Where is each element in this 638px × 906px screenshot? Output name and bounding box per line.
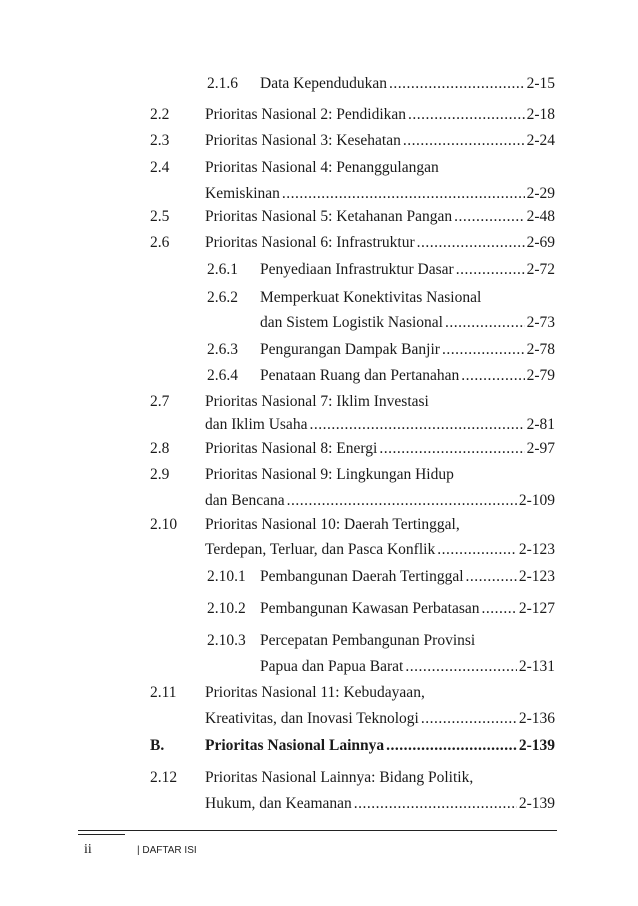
toc-entry-title: Prioritas Nasional 11: Kebudayaan, xyxy=(205,684,425,701)
toc-entry-number: 2.6.4 xyxy=(207,367,238,384)
toc-entry-title: Prioritas Nasional 3: Kesehatan xyxy=(205,132,401,149)
toc-entry-title: Penyediaan Infrastruktur Dasar xyxy=(260,261,454,278)
toc-dot-leader xyxy=(482,598,517,620)
toc-dot-leader xyxy=(386,735,517,757)
toc-entry-line[interactable] xyxy=(205,130,555,152)
toc-entry-number: 2.9 xyxy=(150,466,170,483)
toc-entry-title: Memperkuat Konektivitas Nasional xyxy=(260,289,482,306)
toc-entry-line[interactable] xyxy=(205,708,555,730)
toc-dot-leader xyxy=(466,566,517,588)
toc-entry-line[interactable] xyxy=(260,339,555,361)
toc-dot-leader xyxy=(403,130,525,152)
toc-page-number: 2-139 xyxy=(518,737,555,754)
toc-entry-title: dan Bencana xyxy=(205,492,285,509)
toc-dot-leader xyxy=(354,793,517,815)
toc-entry-line[interactable] xyxy=(205,514,460,536)
toc-entry-number: 2.7 xyxy=(150,393,170,410)
footer-rule-short xyxy=(78,834,125,835)
toc-dot-leader xyxy=(389,73,525,95)
toc-entry-line[interactable] xyxy=(205,414,555,436)
toc-page-number: 2-15 xyxy=(526,75,555,92)
toc-entry-line[interactable] xyxy=(205,793,555,815)
toc-dot-leader xyxy=(445,312,525,334)
toc-entry-number: 2.6.3 xyxy=(207,341,238,358)
toc-page-number: 2-97 xyxy=(526,440,555,457)
toc-entry-line[interactable] xyxy=(260,287,481,309)
toc-entry-title: Pengurangan Dampak Banjir xyxy=(260,341,440,358)
toc-dot-leader xyxy=(287,490,517,512)
toc-page-number: 2-48 xyxy=(526,208,555,225)
toc-entry-line[interactable] xyxy=(260,365,555,387)
toc-page-number: 2-81 xyxy=(526,416,555,433)
toc-entry-title: Terdepan, Terluar, dan Pasca Konflik xyxy=(205,541,436,558)
toc-dot-leader xyxy=(408,104,525,126)
toc-entry-number: 2.6.2 xyxy=(207,289,238,306)
toc-entry-title: Kemiskinan xyxy=(205,185,280,202)
toc-dot-leader xyxy=(456,259,525,281)
toc-page-number: 2-123 xyxy=(518,541,555,558)
toc-page-number: 2-123 xyxy=(518,568,555,585)
toc-entry-line[interactable] xyxy=(260,656,555,678)
toc-entry-line[interactable] xyxy=(205,391,429,413)
toc-entry-line[interactable] xyxy=(205,104,555,126)
toc-entry-line[interactable] xyxy=(205,735,555,757)
footer-rule xyxy=(78,830,557,831)
toc-entry-number: 2.10.3 xyxy=(207,632,246,649)
toc-entry-line[interactable] xyxy=(260,73,555,95)
toc-entry-line[interactable] xyxy=(205,464,454,486)
toc-entry-title: Percepatan Pembangunan Provinsi xyxy=(260,632,476,649)
toc-page-number: 2-24 xyxy=(526,132,555,149)
toc-entry-title: Pembangunan Kawasan Perbatasan xyxy=(260,600,480,617)
toc-dot-leader xyxy=(405,656,516,678)
toc-dot-leader xyxy=(421,708,517,730)
toc-entry-number: 2.3 xyxy=(150,132,170,149)
toc-page-number: 2-109 xyxy=(518,492,555,509)
toc-entry-line[interactable] xyxy=(205,157,439,179)
toc-entry-title: dan Sistem Logistik Nasional xyxy=(260,314,443,331)
toc-entry-number: 2.10 xyxy=(150,516,178,533)
toc-entry-number: 2.6.1 xyxy=(207,261,238,278)
toc-entry-title: Prioritas Nasional Lainnya: Bidang Politik, xyxy=(205,769,474,786)
toc-entry-title: Penataan Ruang dan Pertanahan xyxy=(260,367,460,384)
toc-entry-number: 2.10.1 xyxy=(207,568,246,585)
toc-entry-number: 2.11 xyxy=(150,684,177,701)
toc-entry-number: 2.12 xyxy=(150,769,178,786)
toc-entry-number: 2.8 xyxy=(150,440,170,457)
toc-entry-line[interactable] xyxy=(205,183,555,205)
toc-dot-leader xyxy=(309,414,524,436)
toc-entry-line[interactable] xyxy=(260,566,555,588)
toc-dot-leader xyxy=(454,206,525,228)
toc-entry-title: Data Kependudukan xyxy=(260,75,387,92)
toc-page-number: 2-69 xyxy=(526,234,555,251)
toc-page-number: 2-79 xyxy=(526,367,555,384)
toc-entry-line[interactable] xyxy=(205,438,555,460)
toc-entry-line[interactable] xyxy=(260,259,555,281)
toc-entry-title: Hukum, dan Keamanan xyxy=(205,795,352,812)
toc-entry-title: Prioritas Nasional Lainnya xyxy=(205,737,385,754)
footer-section-label: | DAFTAR ISI xyxy=(137,845,197,856)
toc-entry-title: dan Iklim Usaha xyxy=(205,416,308,433)
toc-entry-line[interactable] xyxy=(205,490,555,512)
toc-page-number: 2-29 xyxy=(526,185,555,202)
toc-entry-line[interactable] xyxy=(205,232,555,254)
toc-entry-line[interactable] xyxy=(205,767,473,789)
toc-entry-title: Prioritas Nasional 7: Iklim Investasi xyxy=(205,393,429,410)
toc-entry-line[interactable] xyxy=(205,539,555,561)
footer-page-number: ii xyxy=(84,842,92,857)
toc-entry-number: 2.2 xyxy=(150,106,170,123)
toc-entry-title: Papua dan Papua Barat xyxy=(260,658,404,675)
toc-entry-line[interactable] xyxy=(260,598,555,620)
toc-entry-line[interactable] xyxy=(205,682,425,704)
toc-page-number: 2-18 xyxy=(526,106,555,123)
toc-page-number: 2-136 xyxy=(518,710,555,727)
toc-entry-number: 2.1.6 xyxy=(207,75,238,92)
toc-entry-title: Prioritas Nasional 9: Lingkungan Hidup xyxy=(205,466,454,483)
toc-entry-line[interactable] xyxy=(260,630,475,652)
toc-page-number: 2-78 xyxy=(526,341,555,358)
toc-page-number: 2-72 xyxy=(526,261,555,278)
toc-entry-title: Prioritas Nasional 8: Energi xyxy=(205,440,378,457)
toc-page-number: 2-131 xyxy=(518,658,555,675)
toc-dot-leader xyxy=(442,339,525,361)
toc-entry-title: Prioritas Nasional 5: Ketahanan Pangan xyxy=(205,208,453,225)
toc-entry-title: Prioritas Nasional 4: Penanggulangan xyxy=(205,159,439,176)
toc-dot-leader xyxy=(282,183,525,205)
toc-dot-leader xyxy=(417,232,525,254)
toc-entry-number: 2.10.2 xyxy=(207,600,246,617)
toc-entry-line[interactable] xyxy=(260,312,555,334)
toc-entry-number: 2.4 xyxy=(150,159,170,176)
toc-entry-title: Prioritas Nasional 2: Pendidikan xyxy=(205,106,407,123)
toc-entry-number: 2.5 xyxy=(150,208,170,225)
toc-dot-leader xyxy=(437,539,517,561)
toc-dot-leader xyxy=(379,438,524,460)
toc-entry-line[interactable] xyxy=(205,206,555,228)
toc-entry-number: B. xyxy=(150,737,165,754)
toc-page-number: 2-139 xyxy=(518,795,555,812)
toc-entry-title: Prioritas Nasional 10: Daerah Tertinggal, xyxy=(205,516,460,533)
toc-dot-leader xyxy=(461,365,524,387)
toc-entry-title: Prioritas Nasional 6: Infrastruktur xyxy=(205,234,415,251)
toc-page-number: 2-127 xyxy=(518,600,555,617)
toc-page-number: 2-73 xyxy=(526,314,555,331)
toc-entry-title: Kreativitas, dan Inovasi Teknologi xyxy=(205,710,419,727)
toc-entry-title: Pembangunan Daerah Tertinggal xyxy=(260,568,464,585)
toc-entry-number: 2.6 xyxy=(150,234,170,251)
